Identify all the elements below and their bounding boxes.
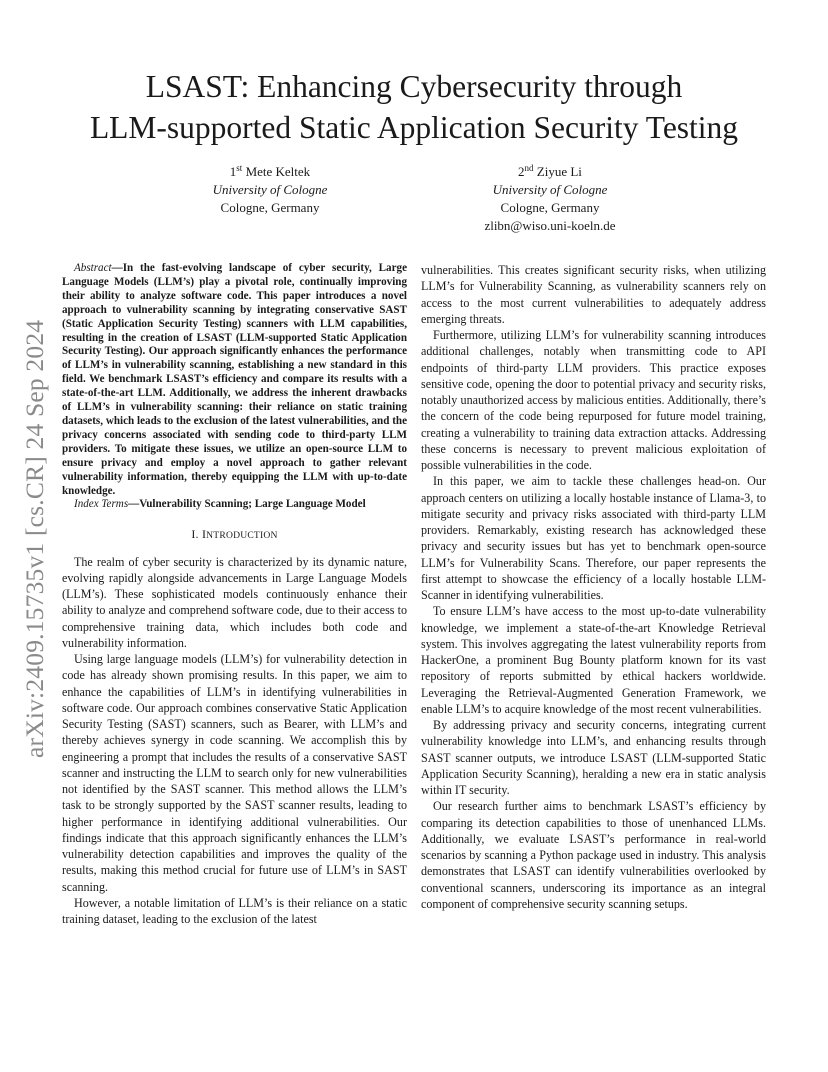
paragraph: Using large language models (LLM’s) for vulnerability detection in code has already shown promising results. In this paper, we aim to enhance the capabilities of LLM’s in identifying vulnerabilities in software code. Our approach combines conservative Static Application Security Testing (SAST) scanners, such as Bearer, with LLM’s and thereby achieves synergy in code scanning. We accomplish this by engineering a prompt that includes the results of a conservative SAST scanner and instructing the LLM to search only for new vulnerabilities not identified by the SAST scanner. This method allows the LLM’s task to be strongly supported by the SAST scanner results, leading to higher performance in identifying additional vulnerabilities. Our findings indicate that this approach significantly enhances the LLM’s vulnerability detection capabilities and improves the quality of the results, making this method crucial for future use of LLM’s in SAST scanning. (62, 652, 407, 894)
paragraph: Furthermore, utilizing LLM’s for vulnerability scanning introduces additional challenges, notably when transmitting code to API endpoints of third-party LLM providers. This practice exposes sensitive code, opening the door to potential privacy and security risks, notably unauthorized access by malicious entities. Additionally, there’s the concern of the code being repurposed for future model training, creating a vulnerability to training data extraction attacks. Addressing these concerns is necessary to prevent malicious exploitation of possible vulnerabilities in the code. (421, 328, 766, 472)
abstract-label: Abstract (74, 262, 112, 274)
title-line-1: LSAST: Enhancing Cybersecurity through (145, 69, 683, 104)
author-location-2: Cologne, Germany (500, 200, 600, 215)
paper-title (40, 66, 788, 148)
paragraph: The realm of cyber security is characterized by its dynamic nature, evolving rapidly alongside advancements in Large Language Models (LLM’s). These sophisticated models continuously enhance their ability to analyze and comprehend software code, due to their access to comprehensive training data, which includes both code and vulnerability information. (62, 554, 407, 650)
arxiv-side-stamp (14, 286, 56, 758)
paragraph: Our research further aims to benchmark LSAST’s efficiency by comparing its detection capabilities to those of unenhanced LLMs. Additionally, we evaluate LSAST’s performance in real-world scenarios by scanning a Python package used in industry. This analysis demonstrates that LSAST can identify vulnerabilities overlooked by conventional scanners, underscoring its importance as an integral component of comprehensive security scanning setups. (421, 799, 766, 911)
right-column (421, 262, 766, 912)
author-email-2: zlibn@wiso.uni-koeln.de (484, 218, 616, 233)
author-block-1 (170, 163, 370, 217)
paragraph: In this paper, we aim to tackle these challenges head-on. Our approach centers on utilizing a locally hostable instance of Llama-3, to mitigate security and privacy risks associated with third-party LLM providers. Remarkably, existing research has acknowledged these privacy and security issues but has yet to benchmark open-source LLM’s for Vulnerability Scans. Therefore, our paper represents the first attempt to showcase the efficiency of a locally hostable LLM-Scanner in identifying vulnerabilities. (421, 474, 766, 602)
left-column (62, 262, 407, 927)
index-terms-text: —Vulnerability Scanning; Large Language Model (128, 498, 366, 511)
arxiv-identifier: arXiv:2409.15735v1 [cs.CR] 24 Sep 2024 (20, 319, 49, 758)
section-heading-introduction: I. INTRODUCTION (191, 527, 278, 542)
index-terms-label: Index Terms (74, 498, 129, 511)
author-affiliation-1: University of Cologne (212, 182, 328, 197)
author-affiliation-2: University of Cologne (492, 182, 608, 197)
author-location-1: Cologne, Germany (220, 200, 320, 215)
title-line-2: LLM-supported Static Application Security Testing (89, 110, 739, 145)
author-name-1: 1st Mete Keltek (229, 163, 311, 179)
abstract (62, 262, 407, 498)
author-block-2 (450, 163, 650, 235)
paragraph: To ensure LLM’s have access to the most up-to-date vulnerability knowledge, we implement a state-of-the-art Knowledge Retrieval system. This involves aggregating the latest vulnerability reports from HackerOne, a prominent Bug Bounty platform known for its vast repository of reports submitted by ethical hackers worldwide. Leveraging the Retrieval-Augmented Generation Framework, we enable LLM’s to acquire knowledge of the most recent vulnerabilities. (421, 604, 766, 716)
paragraph: vulnerabilities. This creates significant security risks, when utilizing LLM’s for Vulnerability Scanning, as vulnerability scanners rely on access to the most current vulnerabilities to adequately address emerging threats. (421, 263, 766, 326)
author-name-2: 2nd Ziyue Li (518, 163, 582, 179)
paragraph: By addressing privacy and security concerns, integrating current vulnerability knowledge into LLM’s, and enhancing results through SAST scanner outputs, we introduce LSAST (LLM-supported Static Application Security Scanning), heralding a new era in static analysis within IT security. (421, 718, 766, 797)
paragraph: However, a notable limitation of LLM’s is their reliance on a static training dataset, leading to the exclusion of the latest (62, 895, 407, 927)
abstract-text: —In the fast-evolving landscape of cyber security, Large Language Models (LLM’s) play a pivotal role, continually improving their ability to analyze software code. This paper introduces a novel approach to vulnerability scanning by integrating conservative SAST (Static Application Security Testing) scanners with LLM capabilities, resulting in the creation of LSAST (LLM-supported Static Application Security Testing). Our approach significantly enhances the performance of LLM’s in vulnerability scanning, establishing a new standard in this field. We benchmark LSAST’s efficiency and compare its results with a state-of-the-art LLM. Additionally, we address the inherent drawbacks of LLM’s in vulnerability scanning: their reliance on static training datasets, which leads to the exclusion of the latest vulnerabilities, and the privacy concerns associated with sending code to third-party LLM providers. To mitigate these issues, we utilize an open-source LLM to ensure privacy and employ a novel approach to gather relevant vulnerability information, thereby equipping the LLM with up-to-date knowledge. (62, 262, 407, 497)
index-terms (62, 498, 407, 512)
